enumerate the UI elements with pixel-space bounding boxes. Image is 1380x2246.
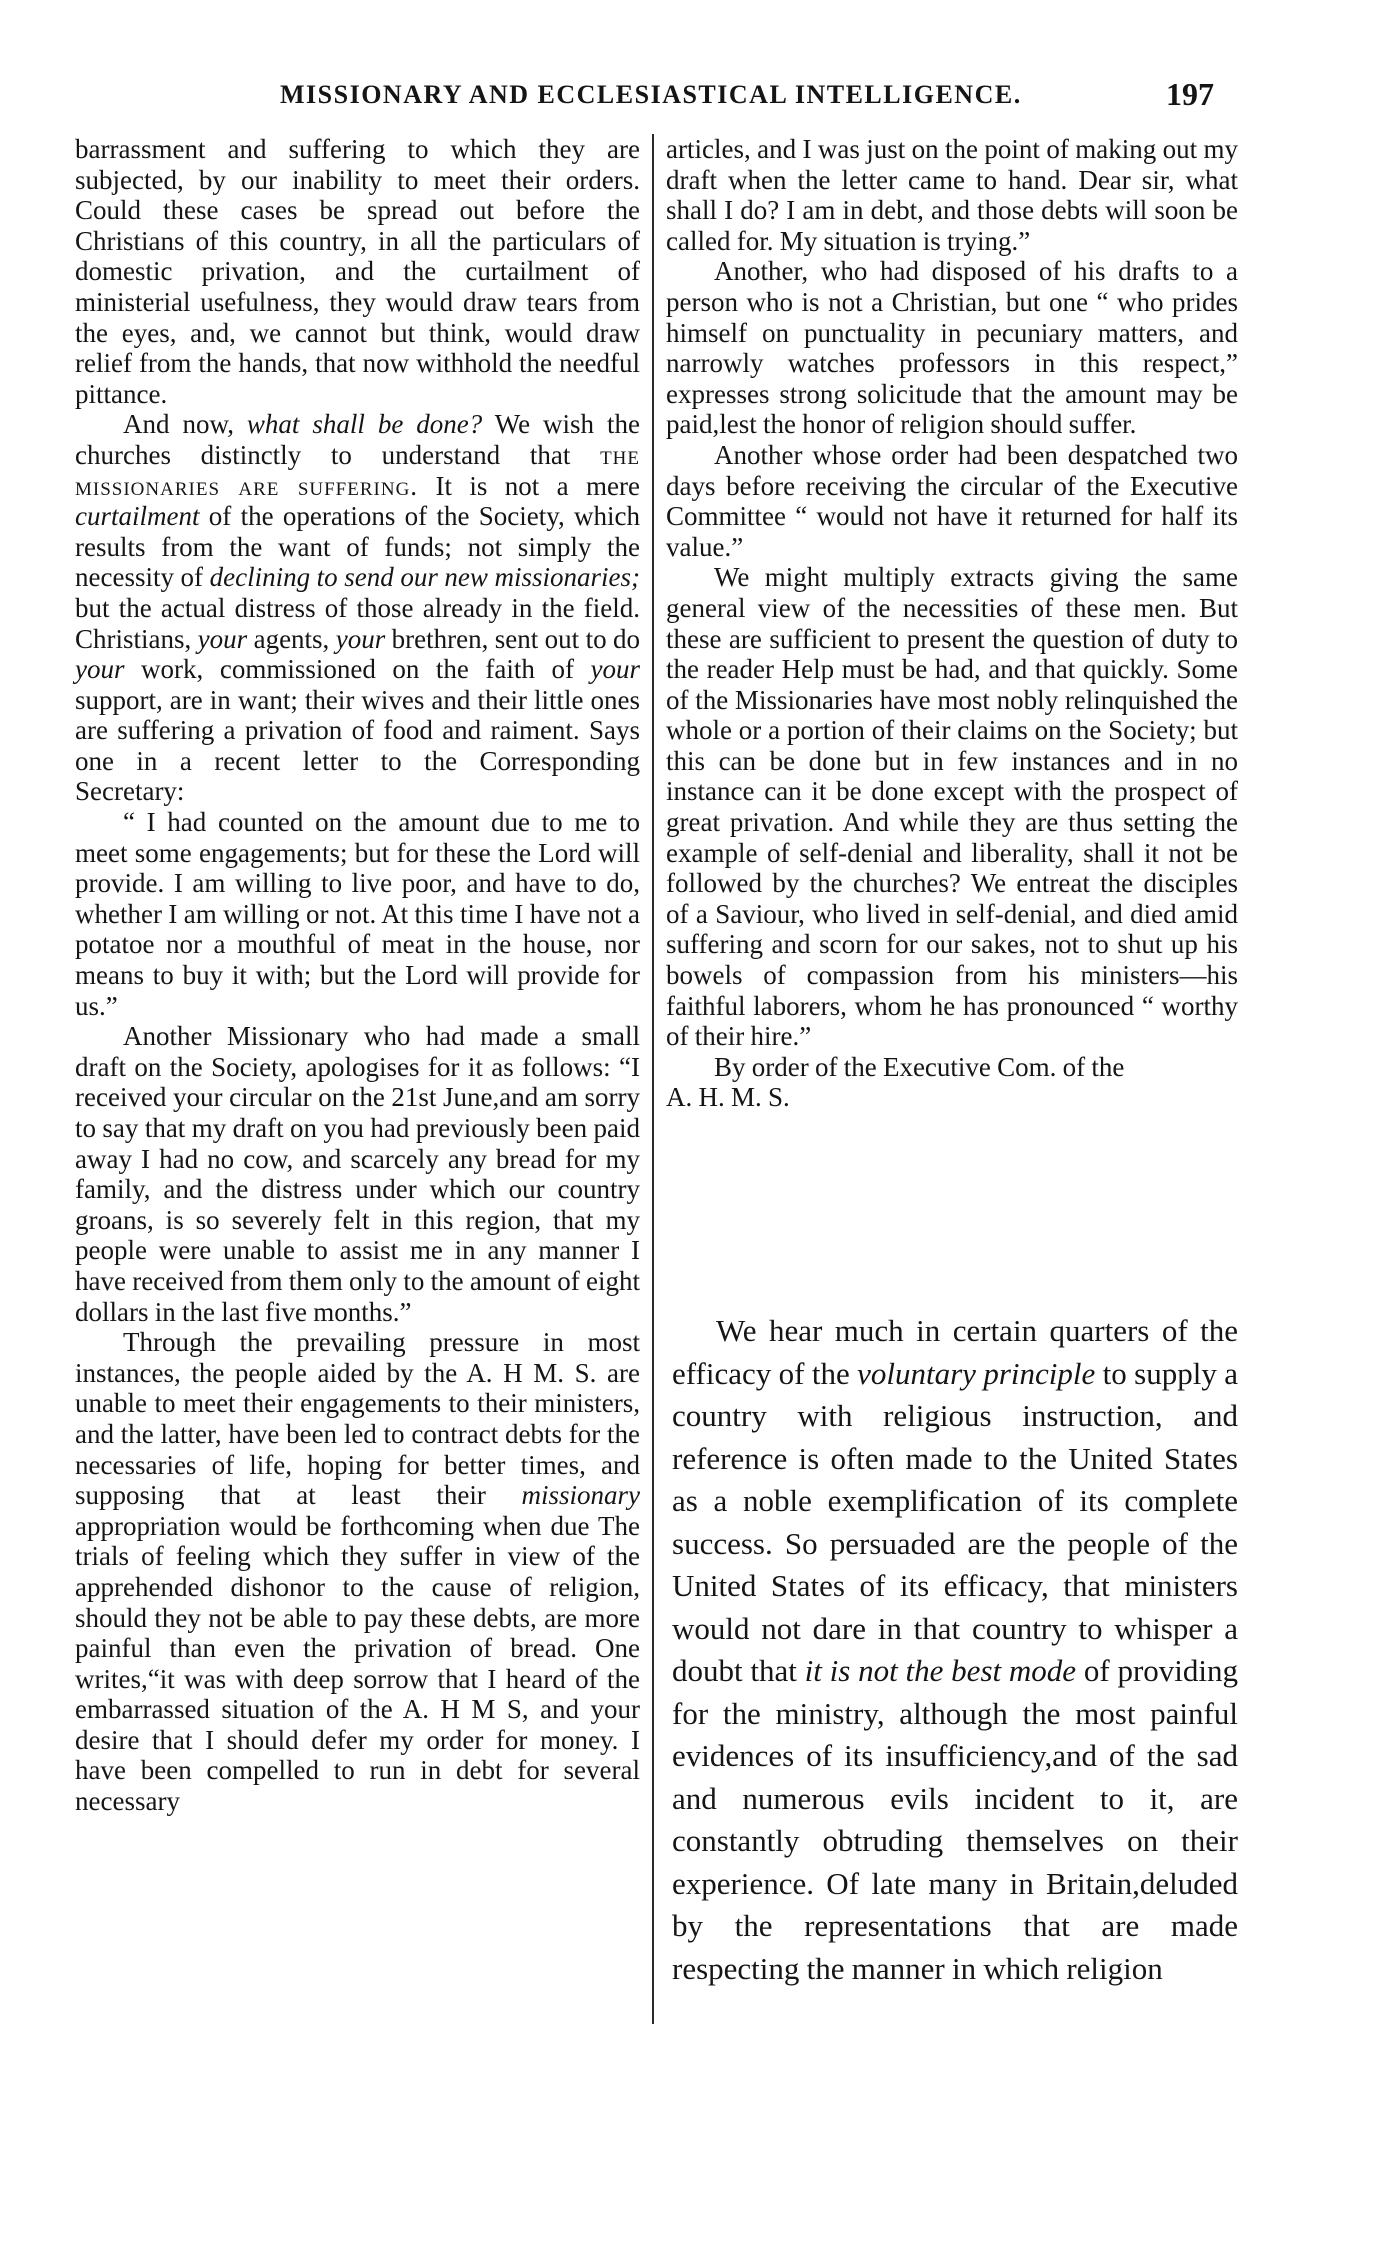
italic-phrase: your [590,654,640,685]
text-run: We hear much in certain quarters of the efficacy of the [672,1313,1238,1391]
text-run: And now, [123,409,247,440]
right-column [666,134,1238,1113]
column-divider [652,134,654,2024]
text-run: Through the prevailing pressure in most instances, the people aided by the A. H M. S. are unable to meet their engagements to their ministers, and the latter, have been led to contract debts for the necessaries of life, hoping for better times, and supposing that at least their [75,1327,640,1511]
paragraph: Another whose order had been despatched two days before receiving the circular of the Executive Committee “ would not have it returned for half its value.” [666,439,1238,562]
italic-phrase: your [197,623,248,654]
article-voluntary-principle [672,1310,1238,1990]
signature-line: A. H. M. S. [666,1082,790,1113]
paragraph: We might multiply extracts giving the same general view of the necessities of these men. But these are sufficient to present the question of duty to the reader Help must be had, and that quickly. Some of the Missionaries have most nobly relinquished the whole or a portion of their claims on the Society; but this can be done but in few instances and in no instance can it be done except with the prospect of great privation. And while they are thus setting the example of self-denial and liberality, shall it not be followed by the churches? We entreat the disciples of a Saviour, who lived in self-denial, and died amid suffering and scorn for our sakes, not to shut up his bowels of compassion from his ministers—his faithful laborers, whom he has pronounced “ worthy of their hire.” [666,562,1238,1052]
italic-phrase: missionary [521,1480,640,1511]
text-run: It is not a mere [418,470,640,501]
paragraph: articles, and I was just on the point of making out my draft when the letter came to hand. Dear sir, what shall I do? I am in debt, and those debts will soon be called for. My situation is trying.” [666,134,1238,256]
paragraph: “ I had counted on the amount due to me to meet some engagements; but for these the Lord will provide. I am willing to live poor, and have to do, whether I am willing or not. At this time I have not a potatoe nor a mouthful of meat in the house, nor means to buy it with; but the Lord will provide for us.” [75,807,640,1021]
paragraph: Another Missionary who had made a small draft on the Society, apologises for it as follows: “I received your circular on the 21st June,and am sorry to say that my draft on you had previously been paid away I had no cow, and scarcely any bread for my family, and the distress under which our country groans, is so severely felt in this region, that my people were unable to assist me in any manner I have received from them only to the amount of eight dollars in the last five months.” [75,1021,640,1327]
italic-phrase: voluntary principle [857,1355,1096,1391]
text-run: support, are in want; their wives and their little ones are suffering a privation of food and raiment. Says one in a recent letter to the Corresponding Secretary: [75,684,640,807]
italic-phrase: your [75,654,125,685]
text-run: of the operations of the Society, which results from the want of funds; not simply the necessity of [75,501,640,593]
smallcaps-phrase: the missionaries are suffering. [75,439,640,501]
text-run: but the actual distress of those already in the field. Christians, [75,592,640,654]
italic-phrase: it is not the best mode [804,1653,1077,1688]
paragraph [672,1310,1238,1990]
page-number: 197 [1166,76,1214,112]
text-run: work, commissioned on the faith of [124,654,591,685]
text-run: to supply a country with religious instruction, and reference is often made to the United States as a noble exemplification of its complete success. So persuaded are the people of the United States of its efficacy, that ministers would not dare in that country to whisper a doubt that [672,1355,1238,1688]
text-run: agents, [247,623,336,654]
italic-phrase: curtailment [75,501,200,532]
text-run: appropriation would be forthcoming when due The trials of feeling which they suffer in view of the apprehended dishonor to the cause of religion, should they not be able to pay these debts, are more painful than even the privation of bread. One writes,“it was with deep sorrow that I heard of the embarrassed situation of the A. H M S, and your desire that I should defer my order for money. I have been compelled to run in debt for several necessary [75,1510,640,1817]
text-run: We wish the churches distinctly to understand that [75,409,640,470]
italic-phrase: declining to send our new missionaries; [209,562,640,593]
paragraph: barrassment and suffering to which they are subjected, by our inability to meet their orders. Could these cases be spread out before the Christians of this country, in all the particulars of domestic privation, and the curtailment of ministerial usefulness, they would draw tears from the eyes, and, we cannot but think, would draw relief from the hands, that now withhold the needful pittance. [75,134,640,409]
left-column [75,134,640,1817]
text-run: brethren, sent out to do [385,623,640,654]
text-run: of providing for the ministry, although the most painful evidences of its insufficiency,and of the sad and numerous evils incident to it, are constantly obtruding themselves on their experience. Of late many in Britain,deluded by the representations that are made respecting the manner in which religion [672,1653,1238,1986]
paragraph: Another, who had disposed of his drafts to a person who is not a Christian, but one “ who prides himself on punctuality in pecuniary matters, and narrowly watches professors in this respect,” expresses strong solicitude that the amount may be paid,lest the honor of religion should suffer. [666,256,1238,440]
running-title: MISSIONARY AND ECCLESIASTICAL INTELLIGENCE. [280,80,1022,109]
italic-phrase: your [335,623,386,654]
paragraph [75,1327,640,1817]
paragraph [75,409,640,807]
signature-line: By order of the Executive Com. of the [714,1051,1125,1082]
italic-phrase: what shall be done? [246,409,483,440]
